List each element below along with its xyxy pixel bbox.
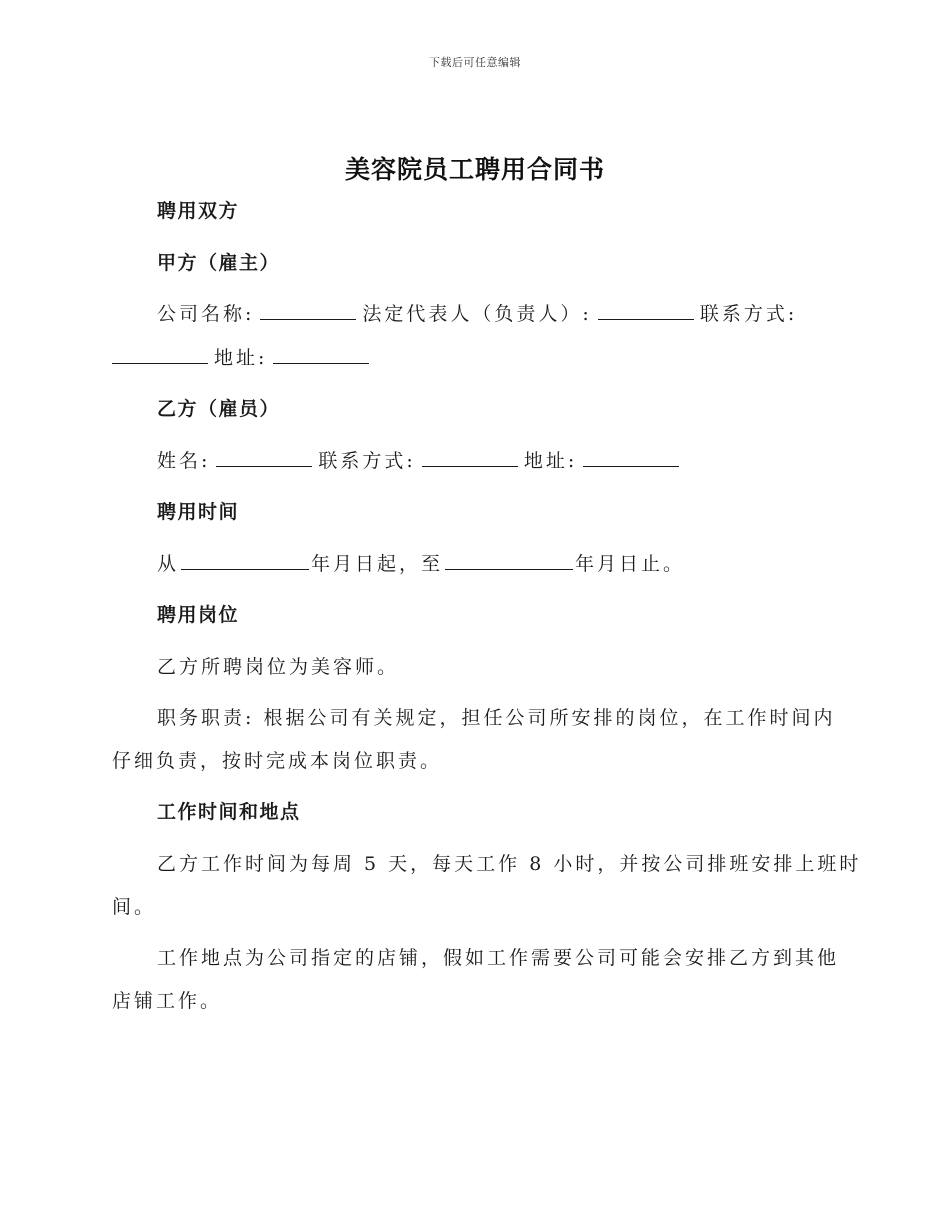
duty-line-2: 仔细负责，按时完成本岗位职责。 <box>112 750 443 772</box>
party-a-contact-blank <box>112 345 208 364</box>
party-b-name-blank <box>216 448 312 467</box>
parties-heading: 聘用双方 <box>157 200 240 222</box>
position-heading: 聘用岗位 <box>157 604 240 626</box>
term-start-blank <box>181 551 309 570</box>
work-place-line-1: 工作地点为公司指定的店铺，假如工作需要公司可能会安排乙方到其他 <box>157 947 840 969</box>
company-name-blank <box>260 301 356 320</box>
party-b-address-blank <box>583 448 679 467</box>
work-place-line-2: 店铺工作。 <box>112 990 223 1012</box>
party-a-heading: 甲方（雇主） <box>157 252 281 274</box>
term-end: 年月日止。 <box>575 553 686 575</box>
party-a-address-label: 地址: <box>214 347 268 369</box>
position-text: 乙方所聘岗位为美容师。 <box>157 656 400 678</box>
legal-rep-label: 法定代表人（负责人）: <box>362 303 592 325</box>
work-time-line-1: 乙方工作时间为每周 5 天，每天工作 8 小时，并按公司排班安排上班时 <box>157 853 862 875</box>
term-end-blank <box>445 551 573 570</box>
party-b-line <box>157 448 685 474</box>
legal-rep-blank <box>598 301 694 320</box>
work-time-line-2: 间。 <box>112 896 157 918</box>
party-b-address-label: 地址: <box>523 450 578 472</box>
party-a-contact-label: 联系方式: <box>699 303 798 325</box>
party-b-contact-label: 联系方式: <box>318 450 416 472</box>
party-b-heading: 乙方（雇员） <box>157 398 281 420</box>
company-name-label: 公司名称: <box>157 303 255 325</box>
party-a-address-blank <box>273 345 369 364</box>
term-mid: 年月日起，至 <box>311 553 444 575</box>
header-note: 下载后可任意编辑 <box>429 56 521 69</box>
document-title: 美容院员工聘用合同书 <box>344 155 605 184</box>
term-line <box>157 551 685 577</box>
party-a-line2 <box>112 345 375 371</box>
term-heading: 聘用时间 <box>157 501 240 523</box>
party-b-name-label: 姓名: <box>157 450 211 472</box>
term-from: 从 <box>157 553 180 575</box>
work-heading: 工作时间和地点 <box>157 801 301 823</box>
duty-line-1: 职务职责: 根据公司有关规定，担任公司所安排的岗位，在工作时间内 <box>157 707 836 729</box>
party-a-line1 <box>157 301 797 327</box>
party-b-contact-blank <box>422 448 518 467</box>
